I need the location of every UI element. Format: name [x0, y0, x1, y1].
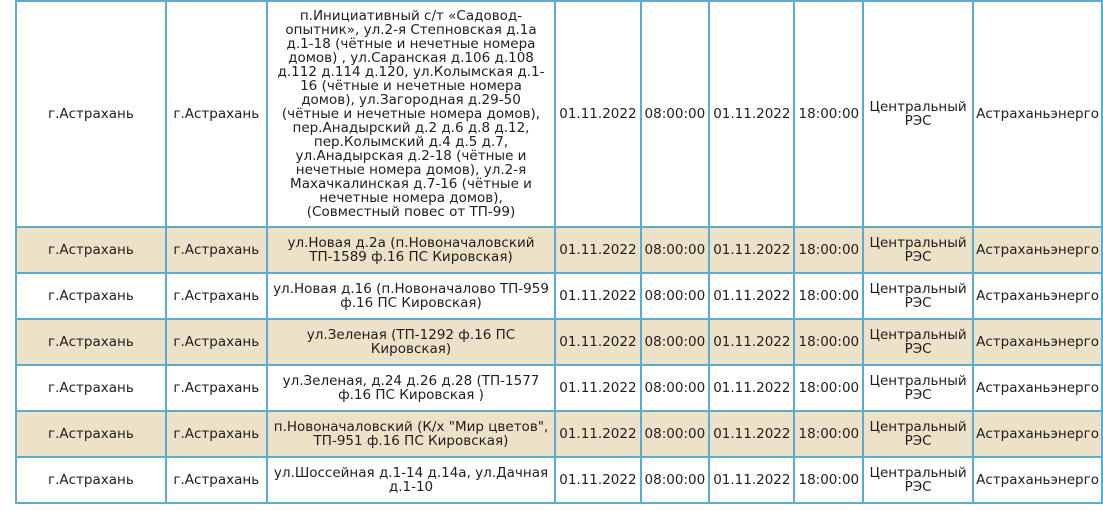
- region-cell: г.Астрахань: [16, 1, 166, 227]
- region-cell: г.Астрахань: [16, 273, 166, 319]
- company-cell: Астраханьэнерго: [973, 227, 1102, 273]
- outage-schedule-table: [15, 0, 1103, 504]
- start-time-cell: 08:00:00: [641, 227, 710, 273]
- table-row: [16, 273, 1102, 319]
- table-row: [16, 411, 1102, 457]
- start-time-cell: 08:00:00: [641, 1, 710, 227]
- start-date-cell: 01.11.2022: [555, 319, 640, 365]
- start-date-cell: 01.11.2022: [555, 457, 640, 503]
- company-cell: Астраханьэнерго: [973, 1, 1102, 227]
- start-date-cell: 01.11.2022: [555, 1, 640, 227]
- end-time-cell: 18:00:00: [794, 411, 863, 457]
- region-cell: г.Астрахань: [16, 457, 166, 503]
- res-cell: Центральный РЭС: [863, 273, 973, 319]
- locality-cell: г.Астрахань: [166, 1, 267, 227]
- region-cell: г.Астрахань: [16, 411, 166, 457]
- end-date-cell: 01.11.2022: [709, 457, 794, 503]
- start-time-cell: 08:00:00: [641, 319, 710, 365]
- end-date-cell: 01.11.2022: [709, 365, 794, 411]
- res-cell: Центральный РЭС: [863, 1, 973, 227]
- end-time-cell: 18:00:00: [794, 319, 863, 365]
- table-row: [16, 1, 1102, 227]
- table-row: [16, 227, 1102, 273]
- start-date-cell: 01.11.2022: [555, 411, 640, 457]
- start-time-cell: 08:00:00: [641, 273, 710, 319]
- end-time-cell: 18:00:00: [794, 273, 863, 319]
- start-time-cell: 08:00:00: [641, 411, 710, 457]
- end-date-cell: 01.11.2022: [709, 227, 794, 273]
- company-cell: Астраханьэнерго: [973, 411, 1102, 457]
- address-cell: ул.Новая д.16 (п.Новоначалово ТП-959 ф.16 ПС Кировская): [267, 273, 556, 319]
- start-date-cell: 01.11.2022: [555, 273, 640, 319]
- res-cell: Центральный РЭС: [863, 319, 973, 365]
- company-cell: Астраханьэнерго: [973, 457, 1102, 503]
- locality-cell: г.Астрахань: [166, 365, 267, 411]
- start-time-cell: 08:00:00: [641, 457, 710, 503]
- end-time-cell: 18:00:00: [794, 1, 863, 227]
- address-cell: ул.Зеленая (ТП-1292 ф.16 ПС Кировская): [267, 319, 556, 365]
- company-cell: Астраханьэнерго: [973, 319, 1102, 365]
- end-date-cell: 01.11.2022: [709, 1, 794, 227]
- address-cell: п.Новоначаловский (К/х "Мир цветов", ТП-951 ф.16 ПС Кировская): [267, 411, 556, 457]
- region-cell: г.Астрахань: [16, 227, 166, 273]
- end-time-cell: 18:00:00: [794, 457, 863, 503]
- locality-cell: г.Астрахань: [166, 411, 267, 457]
- company-cell: Астраханьэнерго: [973, 365, 1102, 411]
- address-cell: ул.Зеленая, д.24 д.26 д.28 (ТП-1577 ф.16 ПС Кировская ): [267, 365, 556, 411]
- start-date-cell: 01.11.2022: [555, 227, 640, 273]
- region-cell: г.Астрахань: [16, 365, 166, 411]
- address-cell: ул.Шоссейная д.1-14 д.14а, ул.Дачная д.1-10: [267, 457, 556, 503]
- company-cell: Астраханьэнерго: [973, 273, 1102, 319]
- outage-table-container: [15, 0, 1103, 504]
- locality-cell: г.Астрахань: [166, 457, 267, 503]
- end-date-cell: 01.11.2022: [709, 273, 794, 319]
- end-time-cell: 18:00:00: [794, 365, 863, 411]
- locality-cell: г.Астрахань: [166, 227, 267, 273]
- table-row: [16, 365, 1102, 411]
- end-date-cell: 01.11.2022: [709, 319, 794, 365]
- start-time-cell: 08:00:00: [641, 365, 710, 411]
- address-cell: п.Инициативный с/т «Садовод-опытник», ул.2-я Степновская д.1а д.1-18 (чётные и нечетные номера домов) , ул.Саранская д.106 д.108 д.112 д.114 д.120, ул.Колымская д.1-16 (чётные и нечетные номера домов), ул.Загородная д.29-50 (чётные и нечетные номера домов), пер.Анадырский д.2 д.6 д.8 д.12, пер.Колымский д.4 д.5 д.7, ул.Анадырская д.2-18 (чётные и нечетные номера домов), ул.2-я Махачкалинская д.7-16 (чётные и нечетные номера домов), (Совместный повес от ТП-99): [267, 1, 556, 227]
- res-cell: Центральный РЭС: [863, 411, 973, 457]
- locality-cell: г.Астрахань: [166, 319, 267, 365]
- end-date-cell: 01.11.2022: [709, 411, 794, 457]
- region-cell: г.Астрахань: [16, 319, 166, 365]
- table-row: [16, 319, 1102, 365]
- res-cell: Центральный РЭС: [863, 457, 973, 503]
- address-cell: ул.Новая д.2а (п.Новоначаловский ТП-1589 ф.16 ПС Кировская): [267, 227, 556, 273]
- res-cell: Центральный РЭС: [863, 227, 973, 273]
- start-date-cell: 01.11.2022: [555, 365, 640, 411]
- table-row: [16, 457, 1102, 503]
- end-time-cell: 18:00:00: [794, 227, 863, 273]
- res-cell: Центральный РЭС: [863, 365, 973, 411]
- locality-cell: г.Астрахань: [166, 273, 267, 319]
